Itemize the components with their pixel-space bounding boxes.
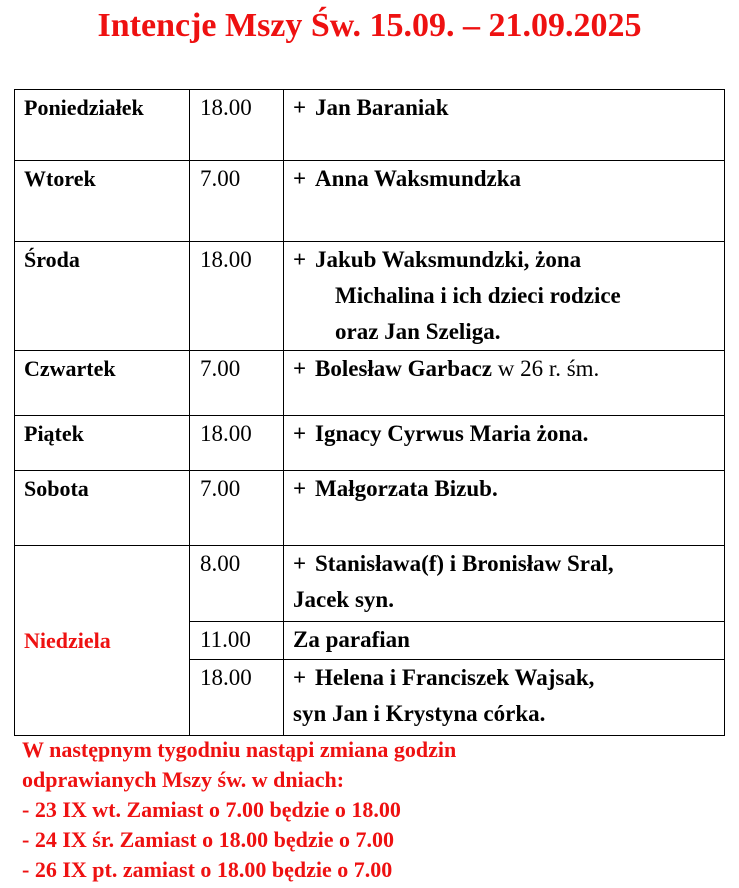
table-row-thursday: [15, 351, 725, 416]
table-row-monday: [15, 90, 725, 161]
time-cell: 7.00: [190, 161, 284, 242]
intention-text: Małgorzata Bizub.: [315, 476, 498, 501]
intention-cell: [284, 660, 725, 736]
time-cell: 18.00: [190, 242, 284, 351]
intention-cell: [284, 90, 725, 161]
intention-text: Bolesław Garbacz: [315, 356, 492, 381]
intention-continuation: Jacek syn.: [293, 587, 394, 612]
intention-continuation: Michalina i ich dzieci rodzice: [335, 283, 621, 308]
intention-text: Helena i Franciszek Wajsak,: [315, 665, 595, 690]
intention-continuation: oraz Jan Szeliga.: [335, 319, 501, 344]
plus-mark: +: [293, 551, 307, 576]
notice-line: - 24 IX śr. Zamiast o 18.00 będzie o 7.00: [22, 827, 394, 852]
time-cell: 8.00: [190, 546, 284, 622]
day-cell: Piątek: [15, 416, 190, 471]
table-row-wednesday: [15, 242, 725, 351]
plus-mark: +: [293, 356, 307, 381]
intention-text: Jakub Waksmundzki, żona: [315, 247, 582, 272]
notice-line: - 26 IX pt. zamiast o 18.00 będzie o 7.00: [22, 857, 393, 882]
intention-cell: [284, 242, 725, 351]
time-cell: 11.00: [190, 622, 284, 660]
table-row-saturday: [15, 471, 725, 546]
intention-text: Za parafian: [293, 627, 410, 652]
plus-mark: +: [293, 247, 307, 272]
intention-text: Anna Waksmundzka: [315, 166, 522, 191]
plus-mark: +: [293, 665, 307, 690]
intention-cell: [284, 351, 725, 416]
time-cell: 18.00: [190, 416, 284, 471]
intention-cell: [284, 546, 725, 622]
intention-cell: [284, 622, 725, 660]
plus-mark: +: [293, 166, 307, 191]
table-row-friday: [15, 416, 725, 471]
day-cell: Sobota: [15, 471, 190, 546]
notice-line: - 23 IX wt. Zamiast o 7.00 będzie o 18.00: [22, 797, 401, 822]
notice-line: odprawianych Mszy św. w dniach:: [22, 767, 345, 792]
mass-intentions-table: [14, 89, 725, 736]
intention-cell: [284, 161, 725, 242]
plus-mark: +: [293, 421, 307, 446]
table-row-tuesday: [15, 161, 725, 242]
intention-continuation: syn Jan i Krystyna córka.: [293, 701, 546, 726]
schedule-change-notice: [22, 735, 722, 885]
table-row-sunday-8: [15, 546, 725, 622]
time-cell: 18.00: [190, 90, 284, 161]
time-cell: 7.00: [190, 471, 284, 546]
intention-cell: [284, 471, 725, 546]
intention-text: Jan Baraniak: [315, 95, 449, 120]
day-cell: Środa: [15, 242, 190, 351]
day-cell: Wtorek: [15, 161, 190, 242]
plus-mark: +: [293, 95, 307, 120]
intention-cell: [284, 416, 725, 471]
time-cell: 7.00: [190, 351, 284, 416]
day-cell: Czwartek: [15, 351, 190, 416]
intention-text: Ignacy Cyrwus Maria żona.: [315, 421, 589, 446]
time-cell: 18.00: [190, 660, 284, 736]
day-cell: Poniedziałek: [15, 90, 190, 161]
plus-mark: +: [293, 476, 307, 501]
notice-line: W następnym tygodniu nastąpi zmiana godzin: [22, 737, 457, 762]
intention-text: Stanisława(f) i Bronisław Sral,: [315, 551, 614, 576]
day-cell-sunday: Niedziela: [15, 546, 190, 736]
page-title: Intencje Mszy Św. 15.09. – 21.09.2025: [97, 7, 642, 44]
intention-suffix: w 26 r. śm.: [497, 356, 600, 381]
